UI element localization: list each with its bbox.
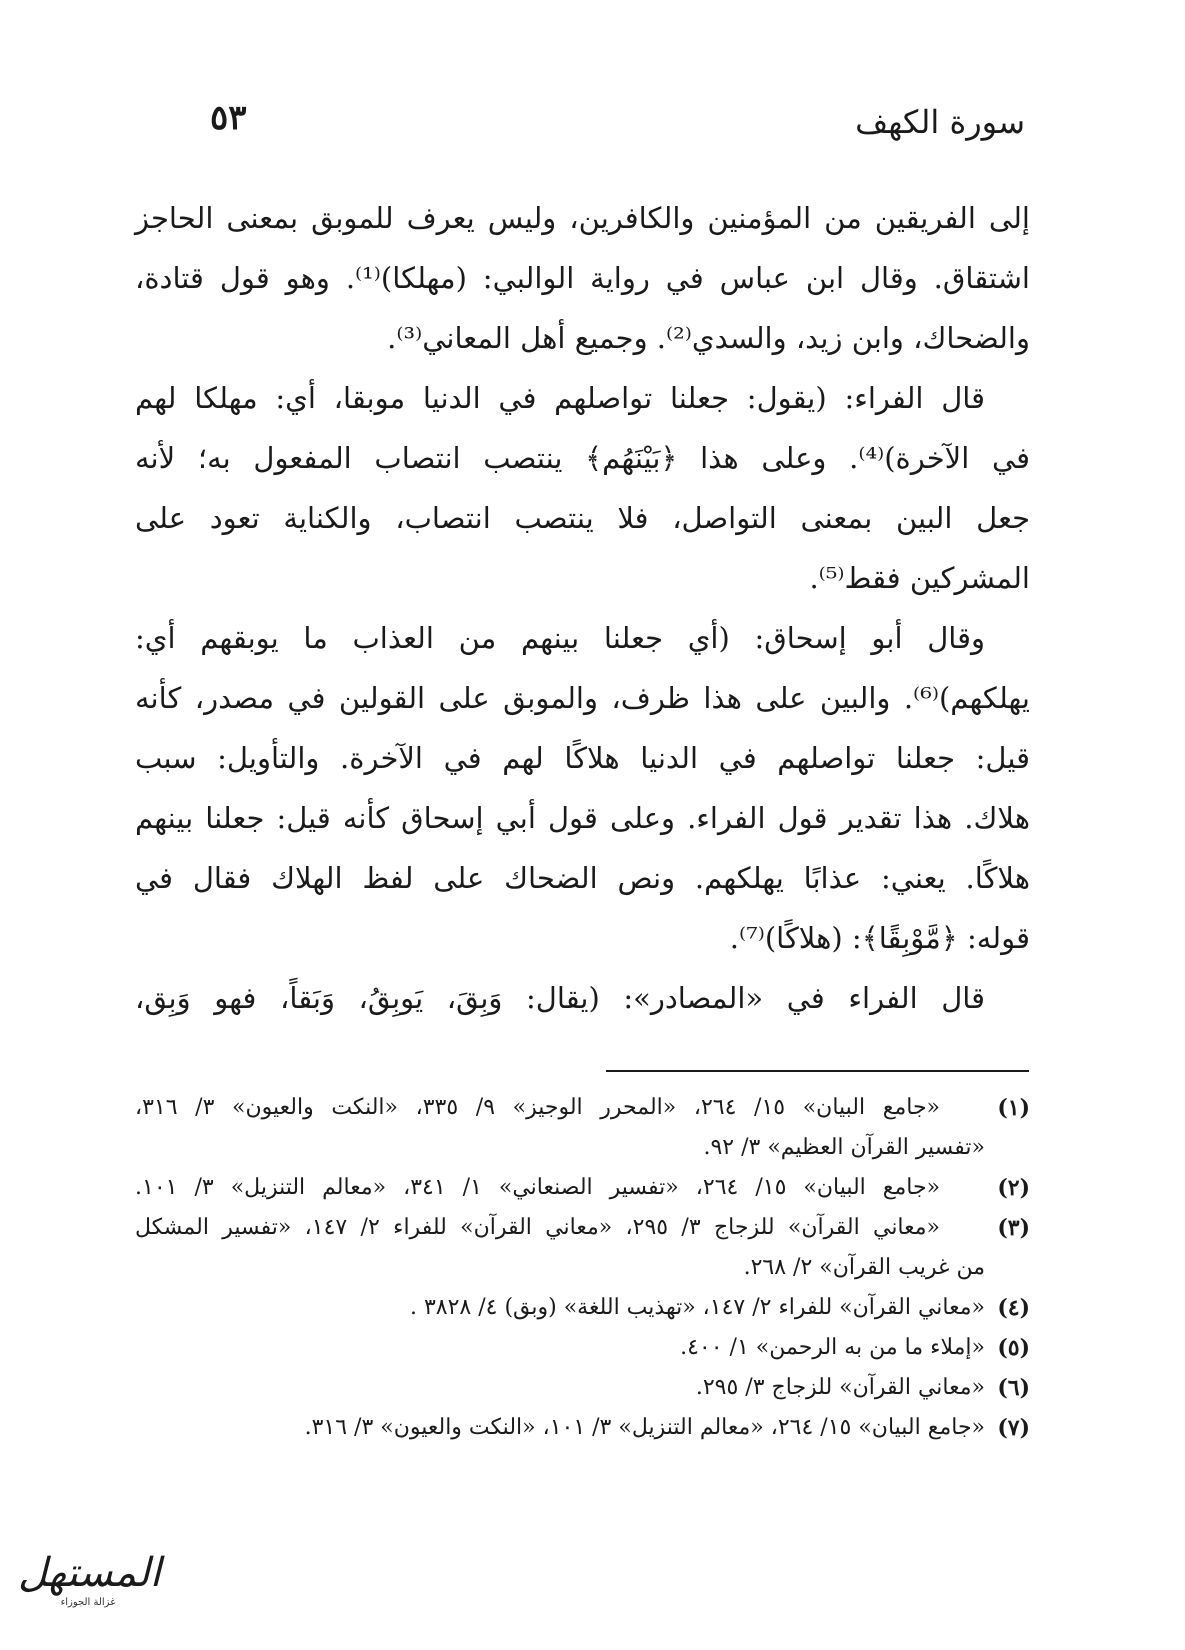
footnote-line: «معاني القرآن» للفراء ٢/ ١٤٧، «تهذيب اللغة» (وبق) ٤/ ٣٨٢٨ . [409, 1295, 985, 1320]
body-line: والضحاك، وابن زيد، والسدي⁽²⁾. وجميع أهل المعاني⁽³⁾. [387, 321, 1030, 355]
logo-text: المستهل [18, 1550, 161, 1596]
footnote-number: (٤) [997, 1295, 1030, 1321]
body-line: قيل: جعلنا تواصلهم في الدنيا هلاكًا لهم في الآخرة. والتأويل: سبب [135, 741, 1030, 775]
body-line: يهلكهم)⁽⁶⁾. والبين على هذا ظرف، والموبق على القولين في مصدر، كأنه [135, 681, 1030, 715]
footnote-line: «معاني القرآن» للزجاج ٣/ ٢٩٥. [695, 1375, 985, 1400]
body-line: اشتقاق. وقال ابن عباس في رواية الوالبي: (مهلكا)⁽¹⁾. وهو قول قتادة، [135, 261, 1030, 295]
footnote-line: «معاني القرآن» للزجاج ٣/ ٢٩٥، «معاني القرآن» للفراء ٢/ ١٤٧، «تفسير المشكل [135, 1215, 940, 1240]
footnote-line: «تفسير القرآن العظيم» ٣/ ٩٢. [703, 1135, 985, 1160]
page-number: ٥٣ [210, 98, 247, 138]
body-line: هلاك. هذا تقدير قول الفراء. وعلى قول أبي إسحاق كأنه قيل: جعلنا بينهم [135, 801, 1030, 835]
body-line: قوله: ﴿مَّوْبِقًا﴾: (هلاكًا)⁽⁷⁾. [729, 921, 1030, 955]
footnote-number: (٣) [997, 1215, 1030, 1241]
logo-subtitle: غزالة الجوزاء [60, 1597, 116, 1608]
footnote-number: (٧) [997, 1415, 1030, 1441]
body-line: وقال أبو إسحاق: (أي جعلنا بينهم من العذاب ما يوبقهم أي: [135, 621, 985, 655]
footnote-line: «جامع البيان» ١٥/ ٢٦٤، «معالم التنزيل» ٣/ ١٠١، «النكت والعيون» ٣/ ٣١٦. [304, 1415, 985, 1440]
footnote-number: (١) [997, 1095, 1030, 1121]
body-line: قال الفراء في «المصادر»: (يقال: وَبِقَ، يَوبِقُ، وَبَقاً، فهو وَبِق، [135, 981, 985, 1015]
footnote-line: من غريب القرآن» ٢/ ٢٦٨. [743, 1255, 985, 1280]
footnote-line: «جامع البيان» ١٥/ ٢٦٤، «تفسير الصنعاني» ١/ ٣٤١، «معالم التنزيل» ٣/ ١٠١. [135, 1175, 941, 1200]
footnote-number: (٢) [997, 1175, 1030, 1201]
footnote-number: (٥) [997, 1335, 1030, 1361]
surah-title: سورة الكهف [855, 103, 1025, 141]
body-line: جعل البين بمعنى التواصل، فلا ينتصب انتصاب، والكناية تعود على [135, 501, 1030, 535]
publisher-logo [18, 1540, 161, 1620]
footnote-separator [606, 1070, 1029, 1072]
footnote-line: «جامع البيان» ١٥/ ٢٦٤، «المحرر الوجيز» ٩/ ٣٣٥، «النكت والعيون» ٣/ ٣١٦، [135, 1095, 940, 1120]
body-line: المشركين فقط⁽⁵⁾. [809, 561, 1030, 595]
body-line: قال الفراء: (يقول: جعلنا تواصلهم في الدنيا موبقا، أي: مهلكا لهم [135, 381, 985, 415]
body-line: هلاكًا. يعني: عذابًا يهلكهم. ونص الضحاك على لفظ الهلاك فقال في [135, 861, 1030, 895]
footnote-number: (٦) [997, 1375, 1030, 1401]
body-line: في الآخرة)⁽⁴⁾. وعلى هذا ﴿بَيْنَهُم﴾ ينتصب انتصاب المفعول به؛ لأنه [135, 441, 1030, 475]
footnote-line: «إملاء ما من به الرحمن» ١/ ٤٠٠. [680, 1335, 985, 1360]
body-line: إلى الفريقين من المؤمنين والكافرين، وليس يعرف للموبق بمعنى الحاجز [135, 201, 1030, 235]
